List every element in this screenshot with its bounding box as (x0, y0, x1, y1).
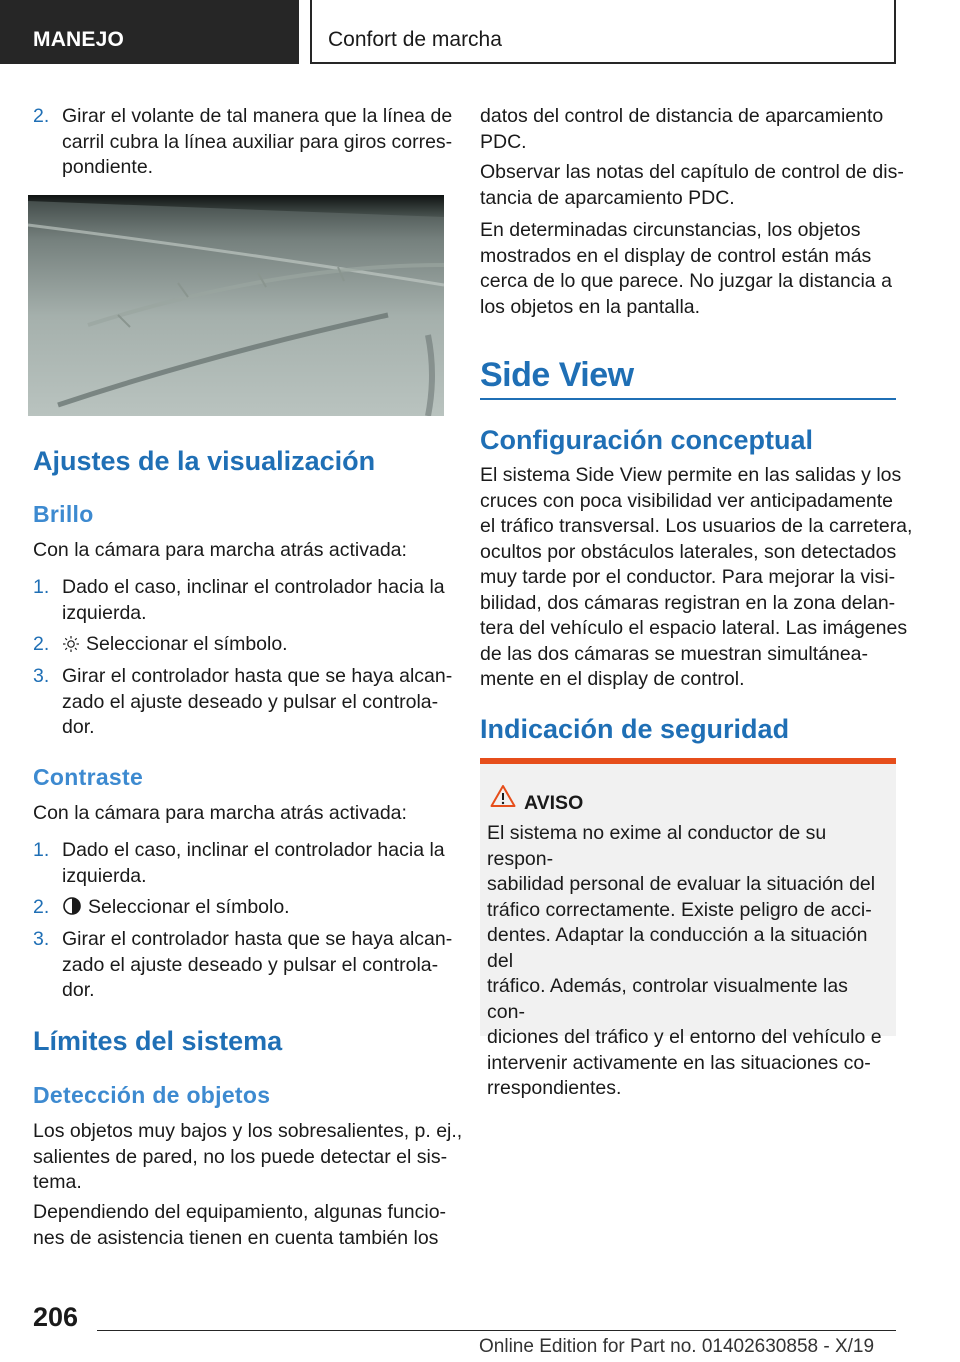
section-heading: Indicación de seguridad (480, 714, 790, 744)
step-text: Seleccionar el símbolo. (62, 632, 288, 658)
intro-text: Con la cámara para marcha atrás activada: (33, 539, 407, 561)
rear-camera-image (28, 195, 444, 416)
step-text: pondiente. (62, 156, 154, 178)
section-tab (0, 0, 299, 64)
body-text: Dependiendo del equipamiento, algunas funcio‐ (33, 1201, 447, 1223)
step-text: zado el ajuste deseado y pulsar el controla‐ (62, 690, 439, 713)
step-text: izquierda. (62, 601, 147, 624)
body-text: datos del control de distancia de aparcamiento (480, 105, 884, 127)
section-title: MANEJO (33, 28, 125, 51)
body-text: Observar las notas del capítulo de control de dis‐ (480, 161, 904, 183)
step-number: 2. (33, 633, 50, 655)
subsection-heading: Brillo (33, 501, 94, 527)
heading-rule (480, 398, 896, 400)
step-text: Dado el caso, inclinar el controlador hacia la (62, 839, 445, 861)
body-text: bilidad, dos cámaras registran en la zona delan‐ (480, 591, 896, 614)
page-number: 206 (33, 1302, 79, 1332)
body-text: mente en el display de control. (480, 668, 745, 690)
chapter-tab (310, 0, 896, 64)
section-heading: Límites del sistema (33, 1026, 283, 1056)
body-text: En determinadas circunstancias, los objetos (480, 219, 861, 241)
step-number: 1. (33, 839, 50, 861)
step-number: 1. (33, 576, 50, 598)
body-text: tera del vehículo el espacio lateral. Las imágenes (480, 617, 908, 639)
subsection-heading: Contraste (33, 764, 144, 790)
footer-rule (97, 1330, 896, 1331)
step-number: 3. (33, 928, 50, 950)
step-number: 2. (33, 896, 50, 918)
body-text: el tráfico transversal. Los usuarios de la carretera, (480, 515, 913, 537)
warning-title: AVISO (524, 792, 584, 814)
step-number: 3. (33, 665, 50, 687)
step-text: dor. (62, 716, 95, 738)
step-text: Dado el caso, inclinar el controlador hacia la (62, 576, 445, 598)
body-text: cruces con poca visibilidad ver anticipadamente (480, 489, 893, 512)
body-text: tema. (33, 1171, 82, 1193)
step-text: carril cubra la línea auxiliar para giros corres‐ (62, 130, 453, 153)
chapter-title: Confort de marcha (328, 28, 502, 51)
body-text: los objetos en la pantalla. (480, 295, 701, 318)
section-heading: Configuración conceptual (480, 425, 814, 455)
chapter-heading: Side View (480, 356, 634, 394)
subsection-heading: Detección de objetos (33, 1082, 271, 1108)
contrast-icon (62, 896, 82, 916)
section-heading: Ajustes de la visualización (33, 446, 376, 476)
body-text: tancia de aparcamiento PDC. (480, 186, 735, 209)
body-text: muy tarde por el conductor. Para mejorar la visi‐ (480, 566, 896, 588)
step-text: Seleccionar el símbolo. (62, 895, 290, 921)
body-text: ocultos por obstáculos laterales, son detectados (480, 540, 897, 563)
step-text: dor. (62, 979, 95, 1001)
body-text: Los objetos muy bajos y los sobresalientes, p. ej., (33, 1120, 463, 1142)
step-text: izquierda. (62, 864, 147, 887)
step-text: zado el ajuste deseado y pulsar el controla‐ (62, 953, 439, 976)
step-number: 2. (33, 105, 50, 127)
brightness-icon (62, 635, 80, 653)
body-text: cerca de lo que parece. No juzgar la distancia a (480, 270, 892, 292)
body-text: mostrados en el display de control están más (480, 244, 872, 267)
body-text: nes de asistencia tienen en cuenta también los (33, 1226, 439, 1249)
step-text: Girar el controlador hasta que se haya alcan‐ (62, 928, 453, 950)
warning-box (480, 758, 896, 1099)
warning-text: El sistema no exime al conductor de su respon‐ sabilidad personal de evaluar la situación del tráfico correctamente. Existe peligro de acci‐ dentes. Adaptar la conducción a la situación del tráfico. Además, controlar visualmente las con‐ diciones del tráfico y el entorno del vehículo e intervenir activamente en las situaciones co‐ rrespondientes. (487, 822, 882, 1099)
body-text: de las dos cámaras se muestran simultánea‐ (480, 642, 869, 665)
warning-triangle-icon (490, 784, 516, 808)
intro-text: Con la cámara para marcha atrás activada: (33, 802, 407, 824)
body-text: salientes de pared, no los puede detectar el sis‐ (33, 1145, 448, 1168)
body-text: El sistema Side View permite en las salidas y los (480, 464, 902, 486)
body-text: PDC. (480, 130, 527, 153)
edition-note: Online Edition for Part no. 01402630858 - X/19 (479, 1336, 875, 1357)
step-text: Girar el volante de tal manera que la línea de (62, 105, 453, 127)
step-text: Girar el controlador hasta que se haya alcan‐ (62, 665, 453, 687)
